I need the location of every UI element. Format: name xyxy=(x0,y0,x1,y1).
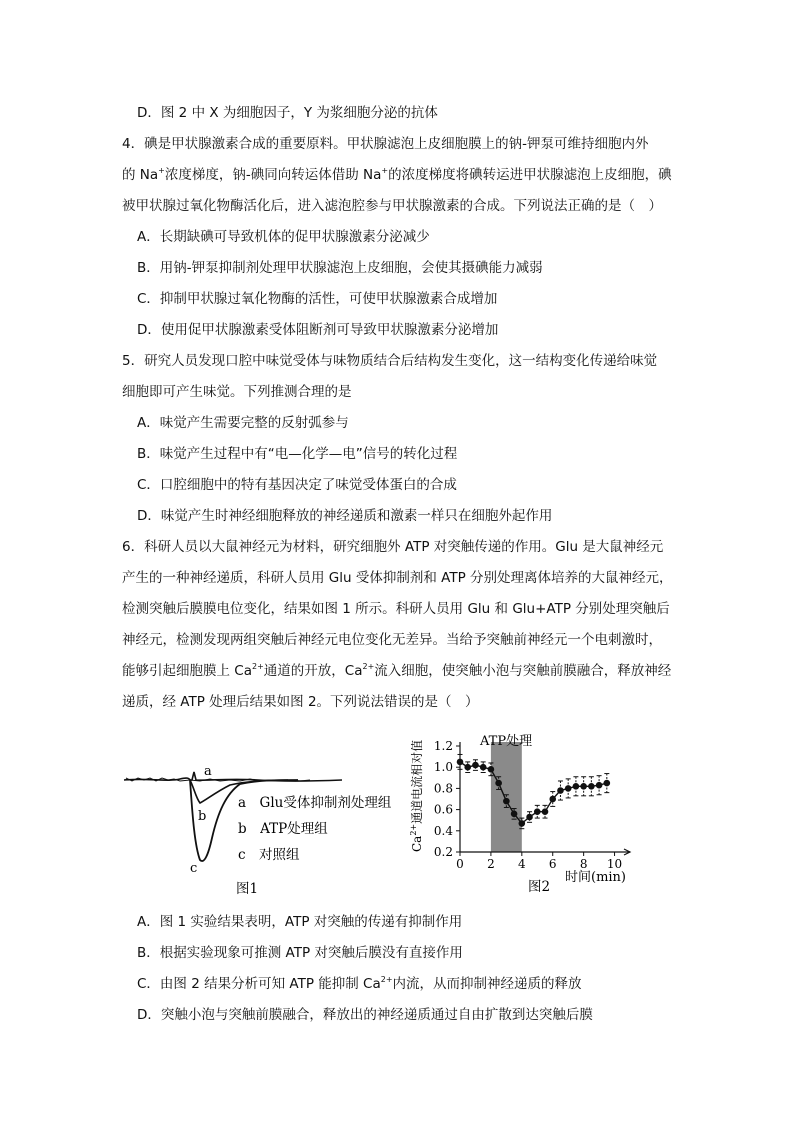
fig2-data-point xyxy=(542,808,549,815)
figure-2-ca-current-chart xyxy=(405,724,645,894)
fig2-xlabel: 时间(min) xyxy=(565,870,627,885)
q5-stem-line2: 细胞即可产生味觉。下列推测合理的是 xyxy=(122,384,352,400)
fig1-caption: 图1 xyxy=(236,881,259,897)
fig2-y-tick-label: 0.4 xyxy=(433,823,453,838)
q6-option-c-sup: 2+ xyxy=(380,975,393,984)
q6-option-a: A．图 1 实验结果表明，ATP 对突触的传递有抑制作用 xyxy=(137,914,463,930)
fig2-ylabel-post: 通道电流相对值 xyxy=(410,739,424,824)
fig2-data-point xyxy=(588,783,595,790)
fig2-shade-label: ATP处理 xyxy=(480,734,533,749)
q6-text: 通道的开放，Ca xyxy=(263,663,363,679)
fig1-label-b: b xyxy=(198,809,207,824)
fig2-data-point xyxy=(457,759,464,766)
q6-option-d: D．突触小泡与突触前膜融合，释放出的神经递质通过自由扩散到达突触后膜 xyxy=(137,1007,593,1023)
fig2-x-tick-label: 10 xyxy=(606,857,623,871)
q4-option-b: B．用钠-钾泵抑制剂处理甲状腺滤泡上皮细胞，会使其摄碘能力减弱 xyxy=(137,260,543,276)
q5-option-c: C．口腔细胞中的特有基因决定了味觉受体蛋白的合成 xyxy=(137,477,457,493)
q6-stem-line6: 递质，经 ATP 处理后结果如图 2。下列说法错误的是（ ） xyxy=(122,694,479,710)
figure-1-membrane-potential xyxy=(118,752,392,902)
fig2-ylabel-pre: Ca xyxy=(410,835,424,852)
fig2-x-tick-label: 4 xyxy=(517,857,526,871)
fig2-x-tick-label: 0 xyxy=(456,857,464,871)
q6-stem-line3: 检测突触后膜膜电位变化，结果如图 1 所示。科研人员用 Glu 和 Glu+ATP 分别处理突触后 xyxy=(122,601,670,617)
q4-sup: + xyxy=(158,166,165,175)
fig2-data-point xyxy=(488,766,495,773)
q4-text: 的 Na xyxy=(122,167,159,183)
fig2-y-tick-label: 0.2 xyxy=(433,845,453,859)
q6-text: 能够引起细胞膜上 Ca xyxy=(122,663,252,679)
fig2-y-tick-label: 1.2 xyxy=(433,739,453,753)
q4-option-a: A．长期缺碘可导致机体的促甲状腺激素分泌减少 xyxy=(137,229,430,245)
q3-option-d: D．图 2 中 X 为细胞因子，Y 为浆细胞分泌的抗体 xyxy=(137,105,438,121)
q6-stem-line2: 产生的一种神经递质，科研人员用 Glu 受体抑制剂和 ATP 分别处理离体培养的大鼠神经元， xyxy=(122,570,673,586)
fig2-data-point xyxy=(464,764,471,771)
fig2-y-tick-label: 0.6 xyxy=(433,802,453,817)
q5-option-b: B．味觉产生过程中有“电—化学—电”信号的转化过程 xyxy=(137,446,458,462)
fig2-data-point xyxy=(495,780,502,787)
q6-option-c-text: C．由图 2 结果分析可知 ATP 能抑制 Ca xyxy=(137,976,381,992)
fig2-data-point xyxy=(565,785,572,792)
q6-sup: 2+ xyxy=(362,662,375,671)
fig2-data-point xyxy=(534,808,541,815)
q6-option-c xyxy=(137,974,582,994)
q4-sup: + xyxy=(381,166,389,175)
fig2-data-point xyxy=(557,787,564,794)
fig1-label-a: a xyxy=(204,764,212,779)
q4-stem-line2 xyxy=(122,165,672,185)
fig2-data-point xyxy=(580,783,587,790)
q4-text: 的浓度梯度将碘转运进甲状腺滤泡上皮细胞，碘 xyxy=(388,167,672,183)
q6-sup: 2+ xyxy=(252,662,264,671)
fig2-x-tick-label: 2 xyxy=(487,857,495,871)
q6-stem-line4: 神经元，检测发现两组突触后神经元电位变化无差异。当给予突触前神经元一个电刺激时， xyxy=(122,632,662,648)
fig1-legend-b: b ATP处理组 xyxy=(238,821,328,837)
fig2-series-line xyxy=(460,762,607,823)
q6-option-c-text: 内流，从而抑制神经递质的释放 xyxy=(392,976,582,992)
q4-option-d: D．使用促甲状腺激素受体阻断剂可导致甲状腺激素分泌增加 xyxy=(137,322,499,338)
fig1-legend-a: a Glu受体抑制剂处理组 xyxy=(238,795,392,811)
fig2-plot-area xyxy=(434,739,630,871)
fig2-data-point xyxy=(480,764,487,771)
fig2-x-tick-label: 6 xyxy=(548,857,557,871)
fig1-legend-c: c 对照组 xyxy=(238,847,300,863)
fig2-data-point xyxy=(503,798,510,805)
fig2-data-point xyxy=(526,814,533,821)
q5-option-a: A．味觉产生需要完整的反射弧参与 xyxy=(137,415,349,431)
fig2-data-point xyxy=(604,780,611,787)
fig2-y-tick-label: 0.8 xyxy=(433,781,453,796)
fig2-atp-shade xyxy=(491,742,522,852)
q6-option-b: B．根据实验现象可推测 ATP 对突触后膜没有直接作用 xyxy=(137,945,463,961)
q5-option-d: D．味觉产生时神经细胞释放的神经递质和激素一样只在细胞外起作用 xyxy=(137,508,553,524)
q4-option-c: C．抑制甲状腺过氧化物酶的活性，可使甲状腺激素合成增加 xyxy=(137,291,498,307)
q4-stem-line3: 被甲状腺过氧化物酶活化后，进入滤泡腔参与甲状腺激素的合成。下列说法正确的是（ ） xyxy=(122,198,662,214)
fig2-data-point xyxy=(472,762,479,769)
fig2-caption: 图2 xyxy=(528,879,551,895)
q4-stem-line1: 4．碘是甲状腺激素合成的重要原料。甲状腺滤泡上皮细胞膜上的钠-钾泵可维持细胞内外 xyxy=(122,136,649,152)
fig2-data-point xyxy=(511,811,518,818)
fig2-data-point xyxy=(596,782,603,789)
q6-stem-line1: 6．科研人员以大鼠神经元为材料，研究细胞外 ATP 对突触传递的作用。Glu 是大鼠神经元 xyxy=(122,539,664,555)
fig2-data-point xyxy=(573,783,580,790)
fig2-y-tick-label: 1.0 xyxy=(433,760,453,775)
fig2-x-tick-label: 8 xyxy=(579,857,588,871)
fig1-label-c: c xyxy=(190,861,198,876)
fig2-ylabel xyxy=(409,740,424,852)
fig2-ylabel-sup: 2+ xyxy=(409,823,418,836)
q4-text: 浓度梯度，钠-碘同向转运体借助 Na xyxy=(164,167,382,183)
fig2-data-point xyxy=(519,820,526,827)
q5-stem-line1: 5．研究人员发现口腔中味觉受体与味物质结合后结构发生变化，这一结构变化传递给味觉 xyxy=(122,353,658,369)
fig2-data-point xyxy=(549,796,556,803)
q6-text: 流入细胞，使突触小泡与突触前膜融合，释放神经 xyxy=(374,663,672,679)
q6-stem-line5 xyxy=(122,661,671,681)
